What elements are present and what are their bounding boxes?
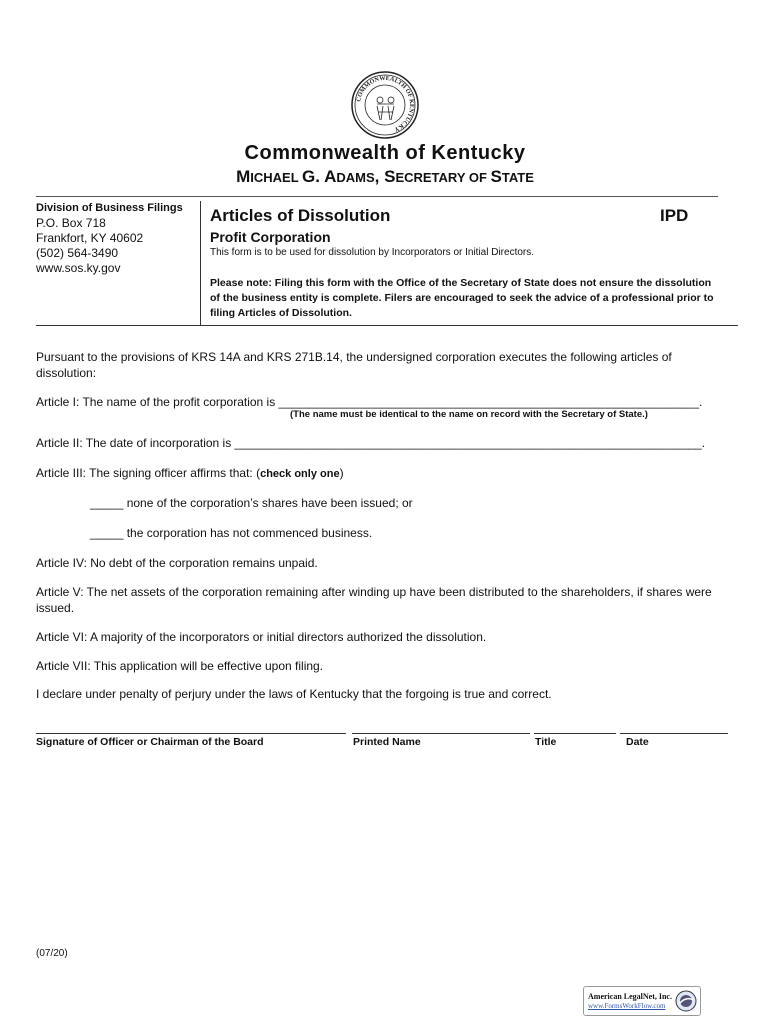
title-label: Title	[535, 736, 557, 748]
seal-text: COMMONWEALTH OF KENTUCKY	[355, 74, 416, 133]
declaration: I declare under penalty of perjury under the laws of Kentucky that the forgoing is true and correct.	[36, 687, 552, 701]
city-state: Frankfort, KY 40602	[36, 231, 144, 245]
state-title: Commonwealth of Kentucky	[244, 142, 526, 164]
article-5: Article V: The net assets of the corporation remaining after winding up have been distributed to the shareholders, if shares were issued.	[36, 585, 712, 615]
form-subtitle: Profit Corporation	[210, 229, 331, 245]
option-no-shares: _____ none of the corporation’s shares have been issued; or	[90, 496, 413, 510]
title-line[interactable]	[534, 733, 616, 734]
section-divider	[36, 325, 738, 326]
signature-label: Signature of Officer or Chairman of the Board	[36, 736, 264, 748]
article-6: Article VI: A majority of the incorporators or initial directors authorized the dissolution.	[36, 630, 487, 644]
article-7: Article VII: This application will be effective upon filing.	[36, 659, 324, 673]
office-address	[36, 201, 196, 276]
form-title: Articles of Dissolution	[210, 206, 391, 225]
option-not-commenced: _____ the corporation has not commenced business.	[90, 526, 373, 540]
po-box: P.O. Box 718	[36, 216, 106, 230]
printed-name-line[interactable]	[352, 733, 530, 734]
publisher-name: American LegalNet, Inc.	[588, 992, 672, 1001]
signature-line[interactable]	[36, 733, 346, 734]
article-3: Article III: The signing officer affirms that: (check only one)	[36, 466, 344, 480]
publisher-link[interactable]: www.FormsWorkFlow.com	[588, 1002, 666, 1010]
form-description: This form is to be used for dissolution by Incorporators or Initial Directors.	[210, 247, 535, 258]
phone: (502) 564-3490	[36, 246, 119, 260]
article-1-hint: (The name must be identical to the name on record with the Secretary of State.)	[290, 409, 648, 420]
website: www.sos.ky.gov	[36, 261, 121, 275]
date-line[interactable]	[620, 733, 728, 734]
kentucky-seal	[350, 70, 420, 140]
intro-paragraph: Pursuant to the provisions of KRS 14A and KRS 271B.14, the undersigned corporation executes the following articles of dissolution:	[36, 350, 672, 380]
revision-date: (07/20)	[36, 948, 68, 959]
article-1: Article I: The name of the profit corporation is _______________________________________________________________.	[36, 395, 703, 409]
vertical-divider	[200, 201, 201, 325]
division-name: Division of Business Filings	[36, 202, 183, 214]
filing-note: Please note: Filing this form with the Office of the Secretary of State does not ensure the dissolution of the business entity is complete. Filers are encouraged to seek the advice of a professional prior to filing Articles of Dissolution.	[210, 277, 714, 319]
printed-name-label: Printed Name	[353, 736, 421, 748]
publisher-badge	[583, 986, 701, 1016]
form-code: IPD	[660, 206, 689, 225]
globe-icon	[675, 990, 697, 1012]
header-divider	[36, 196, 718, 197]
article-4: Article IV: No debt of the corporation remains unpaid.	[36, 556, 318, 570]
date-label: Date	[626, 736, 649, 748]
article-2: Article II: The date of incorporation is ______________________________________________________________________.	[36, 436, 706, 450]
secretary-name: MICHAEL G. ADAMS, SECRETARY OF STATE	[236, 167, 534, 186]
